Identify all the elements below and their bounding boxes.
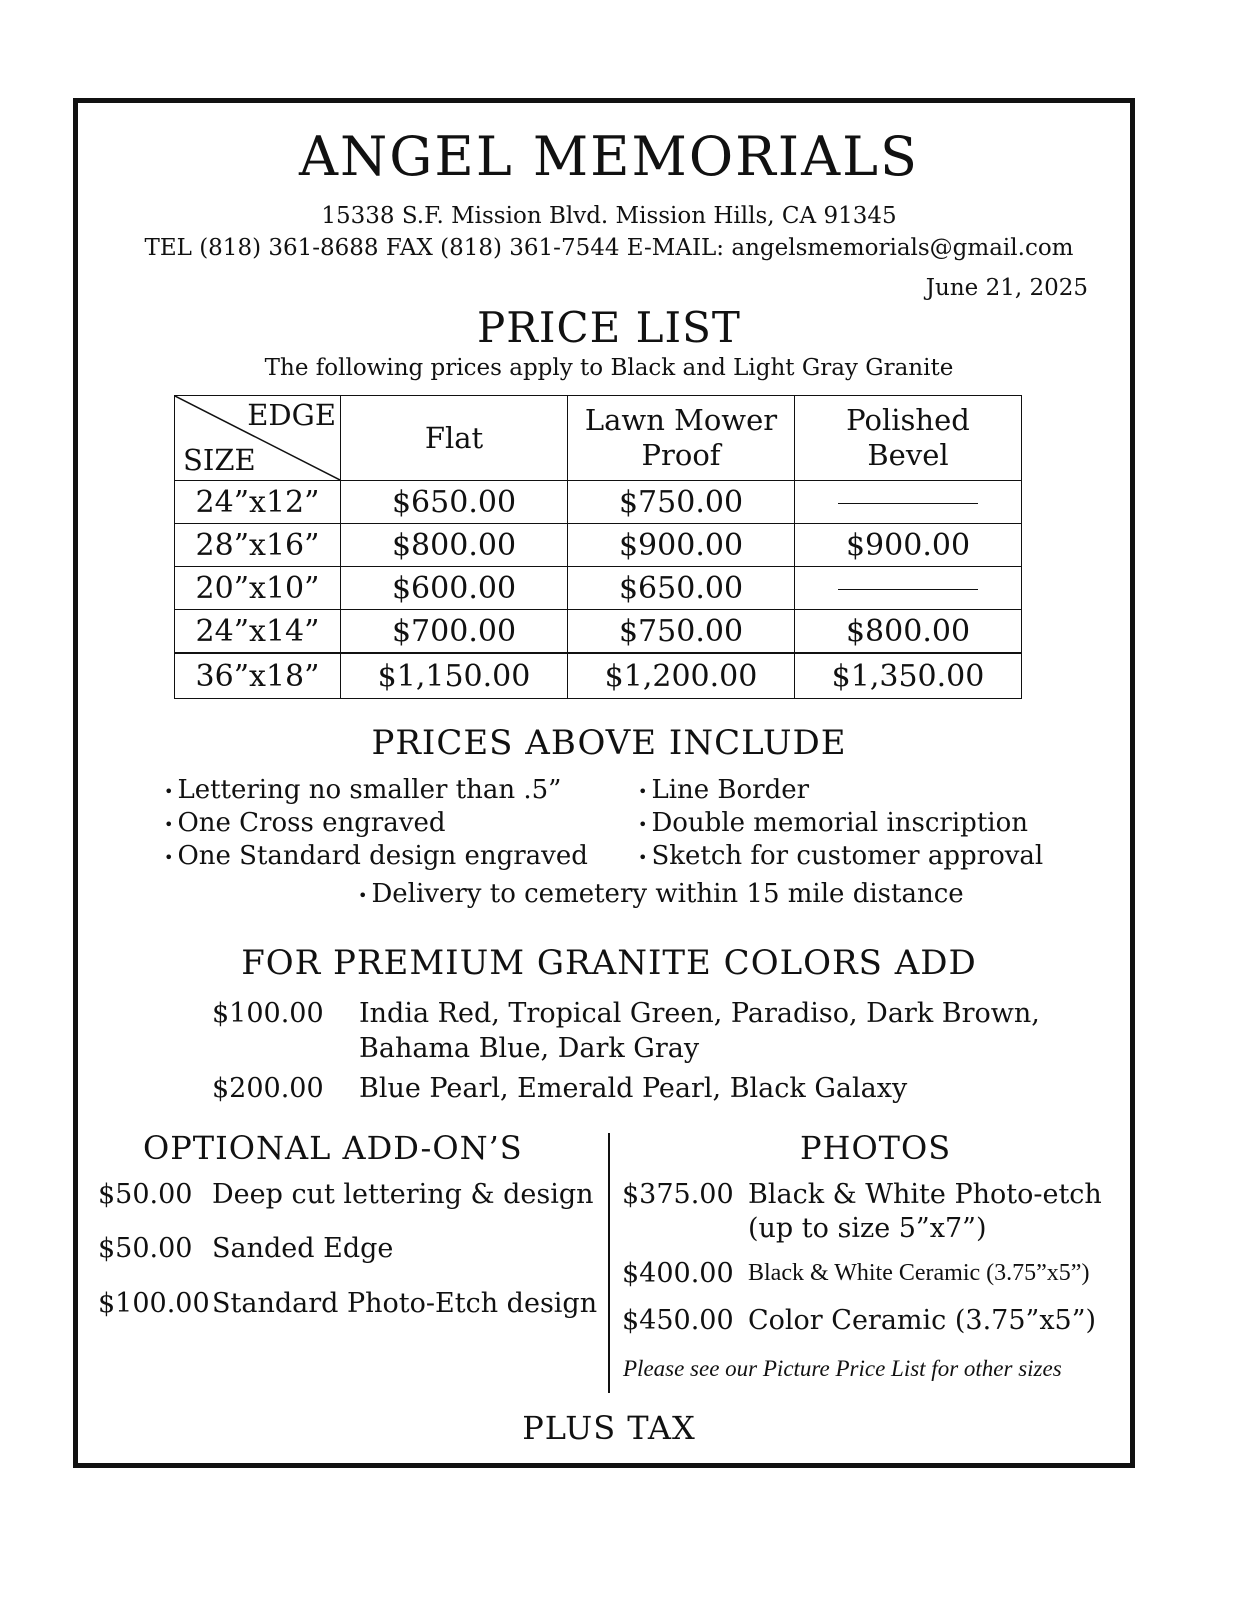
photos-note: Please see our Picture Price List for other sizes xyxy=(623,1356,1062,1381)
flat-price-cell: $1,150.00 xyxy=(341,653,568,699)
lawn-price-cell: $900.00 xyxy=(568,524,795,567)
include-item xyxy=(358,879,964,909)
include-item-label: Delivery to cemetery within 15 mile distance xyxy=(371,879,964,909)
photo-desc: (up to size 5”x7”) xyxy=(748,1213,987,1244)
optional-price: $50.00 xyxy=(98,1179,193,1210)
size-cell: 24”x14” xyxy=(175,610,341,654)
bullet-icon: • xyxy=(358,885,368,905)
bevel-price-cell xyxy=(795,567,1022,610)
photo-desc: Black & White Ceramic (3.75”x5”) xyxy=(748,1260,1090,1286)
not-available-dash xyxy=(838,589,978,590)
bevel-price-cell: $1,350.00 xyxy=(795,653,1022,699)
not-available-dash xyxy=(838,503,978,504)
include-item xyxy=(638,775,809,805)
table-row xyxy=(175,610,1022,654)
document-date: June 21, 2025 xyxy=(925,275,1088,301)
premium-colors: India Red, Tropical Green, Paradiso, Dark Brown, xyxy=(359,998,1040,1029)
bullet-icon: • xyxy=(638,781,648,801)
company-name: ANGEL MEMORIALS xyxy=(299,125,919,188)
flat-price-cell: $650.00 xyxy=(341,481,568,524)
photo-price: $400.00 xyxy=(622,1258,734,1289)
column-divider xyxy=(608,1133,610,1393)
include-item xyxy=(638,808,1028,838)
table-row xyxy=(175,481,1022,524)
size-cell: 20”x10” xyxy=(175,567,341,610)
table-row xyxy=(175,567,1022,610)
price-list-subtitle: The following prices apply to Black and Light Gray Granite xyxy=(264,355,954,381)
company-contact: TEL (818) 361-8688 FAX (818) 361-7544 E-MAIL: angelsmemorials@gmail.com xyxy=(144,235,1074,261)
flat-price-cell: $800.00 xyxy=(341,524,568,567)
flat-price-cell: $600.00 xyxy=(341,567,568,610)
optional-desc: Sanded Edge xyxy=(212,1233,394,1264)
document-frame xyxy=(73,98,1135,1468)
photo-price: $375.00 xyxy=(622,1179,734,1210)
includes-heading: PRICES ABOVE INCLUDE xyxy=(371,723,847,763)
optional-desc: Deep cut lettering & design xyxy=(212,1179,594,1210)
table-header-row xyxy=(175,396,1022,481)
bullet-icon: • xyxy=(164,814,174,834)
column-header-label: Polished Bevel xyxy=(846,403,970,472)
premium-colors: Bahama Blue, Dark Gray xyxy=(359,1033,700,1064)
column-header-polished-bevel xyxy=(795,396,1022,481)
table-row xyxy=(175,524,1022,567)
bevel-price-cell: $900.00 xyxy=(795,524,1022,567)
bullet-icon: • xyxy=(638,847,648,867)
price-list-title: PRICE LIST xyxy=(477,303,741,352)
bevel-price-cell: $800.00 xyxy=(795,610,1022,654)
size-cell: 24”x12” xyxy=(175,481,341,524)
optional-heading: OPTIONAL ADD-ON’S xyxy=(143,1129,523,1167)
optional-price: $100.00 xyxy=(98,1288,210,1319)
bullet-icon: • xyxy=(164,847,174,867)
size-cell: 28”x16” xyxy=(175,524,341,567)
corner-size-label: SIZE xyxy=(183,443,256,478)
premium-colors: Blue Pearl, Emerald Pearl, Black Galaxy xyxy=(359,1073,908,1104)
table-row xyxy=(175,653,1022,699)
optional-desc: Standard Photo-Etch design xyxy=(212,1288,598,1319)
include-item-label: One Cross engraved xyxy=(177,808,446,838)
column-header-lawn-mower-proof xyxy=(568,396,795,481)
include-item-label: One Standard design engraved xyxy=(177,841,588,871)
premium-price: $100.00 xyxy=(212,998,324,1029)
include-item xyxy=(638,841,1043,871)
premium-heading: FOR PREMIUM GRANITE COLORS ADD xyxy=(241,943,977,983)
lawn-price-cell: $1,200.00 xyxy=(568,653,795,699)
include-item xyxy=(164,808,446,838)
column-header-label: Lawn Mower Proof xyxy=(584,403,778,472)
include-item xyxy=(164,775,561,805)
flat-price-cell: $700.00 xyxy=(341,610,568,654)
bullet-icon: • xyxy=(638,814,648,834)
include-item-label: Double memorial inscription xyxy=(651,808,1028,838)
lawn-price-cell: $650.00 xyxy=(568,567,795,610)
photos-heading: PHOTOS xyxy=(800,1129,952,1167)
price-table xyxy=(174,395,1022,699)
bullet-icon: • xyxy=(164,781,174,801)
column-header-flat: Flat xyxy=(341,396,568,481)
photo-price: $450.00 xyxy=(622,1305,734,1336)
table-corner-cell xyxy=(175,396,341,481)
include-item-label: Lettering no smaller than .5” xyxy=(177,775,562,805)
optional-price: $50.00 xyxy=(98,1233,193,1264)
include-item-label: Sketch for customer approval xyxy=(651,841,1044,871)
lawn-price-cell: $750.00 xyxy=(568,481,795,524)
company-address: 15338 S.F. Mission Blvd. Mission Hills, CA 91345 xyxy=(321,203,897,229)
size-cell: 36”x18” xyxy=(175,653,341,699)
photo-desc: Black & White Photo-etch xyxy=(748,1179,1102,1210)
plus-tax: PLUS TAX xyxy=(522,1409,696,1447)
include-item xyxy=(164,841,588,871)
lawn-price-cell: $750.00 xyxy=(568,610,795,654)
include-item-label: Line Border xyxy=(651,775,810,805)
corner-edge-label: EDGE xyxy=(247,398,336,432)
premium-price: $200.00 xyxy=(212,1073,324,1104)
photo-desc: Color Ceramic (3.75”x5”) xyxy=(748,1305,1097,1336)
bevel-price-cell xyxy=(795,481,1022,524)
